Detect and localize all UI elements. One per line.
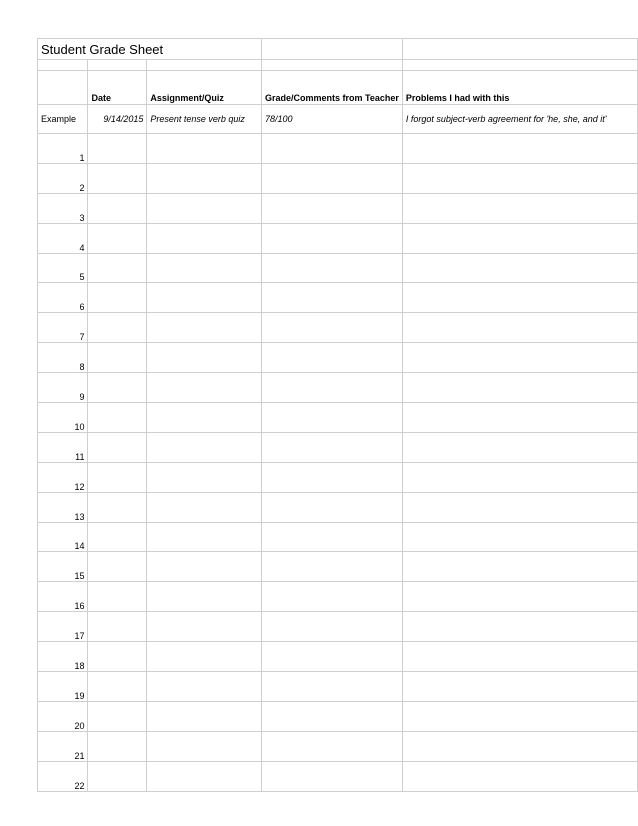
problems-cell[interactable] (402, 134, 637, 164)
grade-cell[interactable] (262, 373, 403, 403)
table-row (38, 253, 638, 283)
grade-sheet-table (37, 38, 638, 792)
row-number: 3 (38, 193, 88, 223)
assignment-cell[interactable] (147, 462, 262, 492)
row-number: 19 (38, 672, 88, 702)
header-cell-empty (38, 71, 88, 105)
date-cell[interactable] (88, 582, 147, 612)
grade-cell[interactable] (262, 612, 403, 642)
table-row (38, 283, 638, 313)
row-number: 1 (38, 134, 88, 164)
header-row (38, 71, 638, 105)
table-row (38, 343, 638, 373)
row-number: 8 (38, 343, 88, 373)
assignment-cell[interactable] (147, 403, 262, 433)
problems-cell[interactable] (402, 283, 637, 313)
table-row (38, 701, 638, 731)
grade-cell[interactable] (262, 462, 403, 492)
assignment-cell[interactable] (147, 522, 262, 552)
date-cell[interactable] (88, 373, 147, 403)
header-grade: Grade/Comments from Teacher (262, 71, 403, 105)
table-row (38, 612, 638, 642)
spacer-cell (88, 60, 147, 71)
grade-cell[interactable] (262, 313, 403, 343)
example-date: 9/14/2015 (88, 105, 147, 134)
assignment-cell[interactable] (147, 701, 262, 731)
table-row (38, 373, 638, 403)
grade-cell[interactable] (262, 672, 403, 702)
spacer-cell (402, 60, 637, 71)
row-number: 16 (38, 582, 88, 612)
grade-cell[interactable] (262, 343, 403, 373)
header-assignment: Assignment/Quiz (147, 71, 262, 105)
date-cell[interactable] (88, 522, 147, 552)
date-cell[interactable] (88, 672, 147, 702)
assignment-cell[interactable] (147, 582, 262, 612)
example-grade: 78/100 (262, 105, 403, 134)
row-number: 5 (38, 253, 88, 283)
row-number: 13 (38, 492, 88, 522)
row-number: 4 (38, 223, 88, 253)
problems-cell[interactable] (402, 343, 637, 373)
table-row (38, 403, 638, 433)
date-cell[interactable] (88, 492, 147, 522)
grade-cell[interactable] (262, 552, 403, 582)
table-row (38, 492, 638, 522)
assignment-cell[interactable] (147, 283, 262, 313)
problems-cell[interactable] (402, 462, 637, 492)
table-row (38, 462, 638, 492)
row-number: 9 (38, 373, 88, 403)
example-row (38, 105, 638, 134)
row-number: 6 (38, 283, 88, 313)
grade-cell[interactable] (262, 223, 403, 253)
assignment-cell[interactable] (147, 761, 262, 791)
table-row (38, 313, 638, 343)
row-number: 21 (38, 731, 88, 761)
problems-cell[interactable] (402, 193, 637, 223)
assignment-cell[interactable] (147, 223, 262, 253)
date-cell[interactable] (88, 283, 147, 313)
problems-cell[interactable] (402, 223, 637, 253)
date-cell[interactable] (88, 134, 147, 164)
example-assignment: Present tense verb quiz (147, 105, 262, 134)
grade-cell[interactable] (262, 432, 403, 462)
date-cell[interactable] (88, 612, 147, 642)
date-cell[interactable] (88, 701, 147, 731)
date-cell[interactable] (88, 343, 147, 373)
grade-cell[interactable] (262, 163, 403, 193)
assignment-cell[interactable] (147, 313, 262, 343)
row-number: 14 (38, 522, 88, 552)
problems-cell[interactable] (402, 373, 637, 403)
problems-cell[interactable] (402, 612, 637, 642)
assignment-cell[interactable] (147, 642, 262, 672)
date-cell[interactable] (88, 642, 147, 672)
problems-cell[interactable] (402, 253, 637, 283)
sheet-title: Student Grade Sheet (38, 39, 262, 60)
problems-cell[interactable] (402, 432, 637, 462)
assignment-cell[interactable] (147, 193, 262, 223)
row-number: 2 (38, 163, 88, 193)
row-number: 15 (38, 552, 88, 582)
problems-cell[interactable] (402, 582, 637, 612)
grade-cell[interactable] (262, 522, 403, 552)
problems-cell[interactable] (402, 163, 637, 193)
grade-cell[interactable] (262, 642, 403, 672)
table-row (38, 582, 638, 612)
table-row (38, 134, 638, 164)
assignment-cell[interactable] (147, 672, 262, 702)
spacer-cell (38, 60, 88, 71)
spacer-cell (147, 60, 262, 71)
example-label: Example (38, 105, 88, 134)
grade-cell[interactable] (262, 492, 403, 522)
row-number: 10 (38, 403, 88, 433)
grade-cell[interactable] (262, 701, 403, 731)
grade-cell[interactable] (262, 582, 403, 612)
problems-cell[interactable] (402, 403, 637, 433)
table-row (38, 432, 638, 462)
table-row (38, 642, 638, 672)
row-number: 11 (38, 432, 88, 462)
assignment-cell[interactable] (147, 163, 262, 193)
date-cell[interactable] (88, 731, 147, 761)
problems-cell[interactable] (402, 731, 637, 761)
date-cell[interactable] (88, 313, 147, 343)
assignment-cell[interactable] (147, 492, 262, 522)
row-number: 18 (38, 642, 88, 672)
problems-cell[interactable] (402, 492, 637, 522)
grade-cell[interactable] (262, 134, 403, 164)
problems-cell[interactable] (402, 552, 637, 582)
table-row (38, 223, 638, 253)
table-row (38, 193, 638, 223)
problems-cell[interactable] (402, 313, 637, 343)
assignment-cell[interactable] (147, 253, 262, 283)
table-row (38, 761, 638, 791)
problems-cell[interactable] (402, 642, 637, 672)
problems-cell[interactable] (402, 672, 637, 702)
problems-cell[interactable] (402, 761, 637, 791)
example-problems: I forgot subject-verb agreement for 'he, she, and it' (402, 105, 637, 134)
row-number: 22 (38, 761, 88, 791)
table-row (38, 522, 638, 552)
date-cell[interactable] (88, 403, 147, 433)
grade-cell[interactable] (262, 403, 403, 433)
table-row (38, 672, 638, 702)
date-cell[interactable] (88, 253, 147, 283)
header-date: Date (88, 71, 147, 105)
table-row (38, 552, 638, 582)
assignment-cell[interactable] (147, 552, 262, 582)
row-number: 17 (38, 612, 88, 642)
grade-cell[interactable] (262, 761, 403, 791)
grade-cell[interactable] (262, 253, 403, 283)
table-row (38, 731, 638, 761)
problems-cell[interactable] (402, 522, 637, 552)
spacer-row (38, 60, 638, 71)
grade-cell[interactable] (262, 731, 403, 761)
assignment-cell[interactable] (147, 612, 262, 642)
date-cell[interactable] (88, 163, 147, 193)
grade-cell[interactable] (262, 193, 403, 223)
grade-cell[interactable] (262, 283, 403, 313)
date-cell[interactable] (88, 223, 147, 253)
date-cell[interactable] (88, 432, 147, 462)
title-cell-empty (402, 39, 637, 60)
assignment-cell[interactable] (147, 373, 262, 403)
problems-cell[interactable] (402, 701, 637, 731)
date-cell[interactable] (88, 193, 147, 223)
date-cell[interactable] (88, 761, 147, 791)
row-number: 12 (38, 462, 88, 492)
assignment-cell[interactable] (147, 134, 262, 164)
date-cell[interactable] (88, 462, 147, 492)
spacer-cell (262, 60, 403, 71)
date-cell[interactable] (88, 552, 147, 582)
assignment-cell[interactable] (147, 432, 262, 462)
assignment-cell[interactable] (147, 731, 262, 761)
header-problems: Problems I had with this (402, 71, 637, 105)
table-row (38, 163, 638, 193)
title-cell-empty (262, 39, 403, 60)
row-number: 20 (38, 701, 88, 731)
title-row (38, 39, 638, 60)
assignment-cell[interactable] (147, 343, 262, 373)
row-number: 7 (38, 313, 88, 343)
